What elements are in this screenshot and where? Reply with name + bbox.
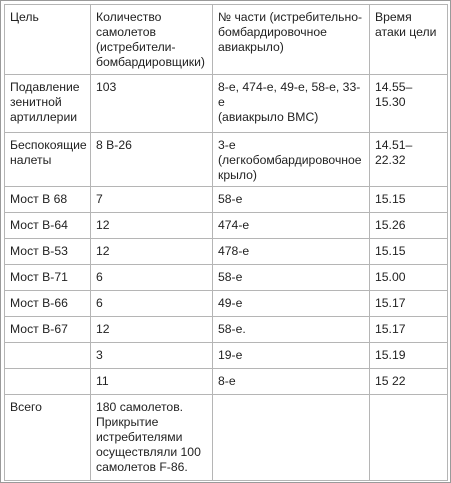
cell-target: Подавление зенитной артиллерии [5,75,91,133]
cell-target: Мост В-71 [5,265,91,291]
cell-time: 15 22 [370,369,448,395]
cell-count: 6 [91,291,213,317]
table-row [5,317,448,343]
table-total-row [5,395,448,481]
cell-target [5,369,91,395]
cell-count: 12 [91,239,213,265]
cell-target: Беспокоящие налеты [5,133,91,187]
cell-unit: 3-е (легкобомбардировочное крыло) [213,133,370,187]
table-row [5,213,448,239]
header-target: Цель [5,5,91,75]
table-header-row [5,5,448,75]
cell-empty [213,395,370,481]
table-row [5,291,448,317]
cell-unit: 58-е [213,187,370,213]
table-row [5,187,448,213]
cell-time: 14.51–22.32 [370,133,448,187]
cell-target: Мост В-67 [5,317,91,343]
table-row [5,75,448,133]
cell-time: 14.55–15.30 [370,75,448,133]
table-row [5,133,448,187]
cell-unit: 474-е [213,213,370,239]
cell-time: 15.17 [370,317,448,343]
table-row [5,369,448,395]
cell-total-text: 180 самолетов. Прикрытие истребителями осуществляли 100 самолетов F-86. [91,395,213,481]
cell-target [5,343,91,369]
cell-unit: 58-е [213,265,370,291]
cell-count: 3 [91,343,213,369]
cell-unit: 8-е [213,369,370,395]
header-unit-number: № части (истребительно- бомбардировочное авиакрыло) [213,5,370,75]
cell-unit: 49-е [213,291,370,317]
cell-empty [370,395,448,481]
cell-time: 15.15 [370,187,448,213]
cell-target: Мост В-64 [5,213,91,239]
header-attack-time: Время атаки цели [370,5,448,75]
cell-total-label: Всего [5,395,91,481]
cell-count: 6 [91,265,213,291]
cell-target: Мост В-66 [5,291,91,317]
cell-count: 7 [91,187,213,213]
table-row [5,343,448,369]
attack-schedule-table [4,4,448,481]
cell-count: 11 [91,369,213,395]
cell-unit: 478-е [213,239,370,265]
cell-target: Мост В-53 [5,239,91,265]
cell-time: 15.19 [370,343,448,369]
header-aircraft-count: Количество самолетов (истребители- бомбардировщики) [91,5,213,75]
cell-unit: 58-е. [213,317,370,343]
cell-time: 15.00 [370,265,448,291]
cell-count: 12 [91,317,213,343]
table-row [5,239,448,265]
cell-unit: 19-е [213,343,370,369]
cell-count: 103 [91,75,213,133]
cell-target: Мост В 68 [5,187,91,213]
cell-count: 8 В-26 [91,133,213,187]
cell-unit: 8-е, 474-е, 49-е, 58-е, 33-е (авиакрыло ВМС) [213,75,370,133]
cell-time: 15.15 [370,239,448,265]
cell-time: 15.26 [370,213,448,239]
table-row [5,265,448,291]
cell-count: 12 [91,213,213,239]
cell-time: 15.17 [370,291,448,317]
